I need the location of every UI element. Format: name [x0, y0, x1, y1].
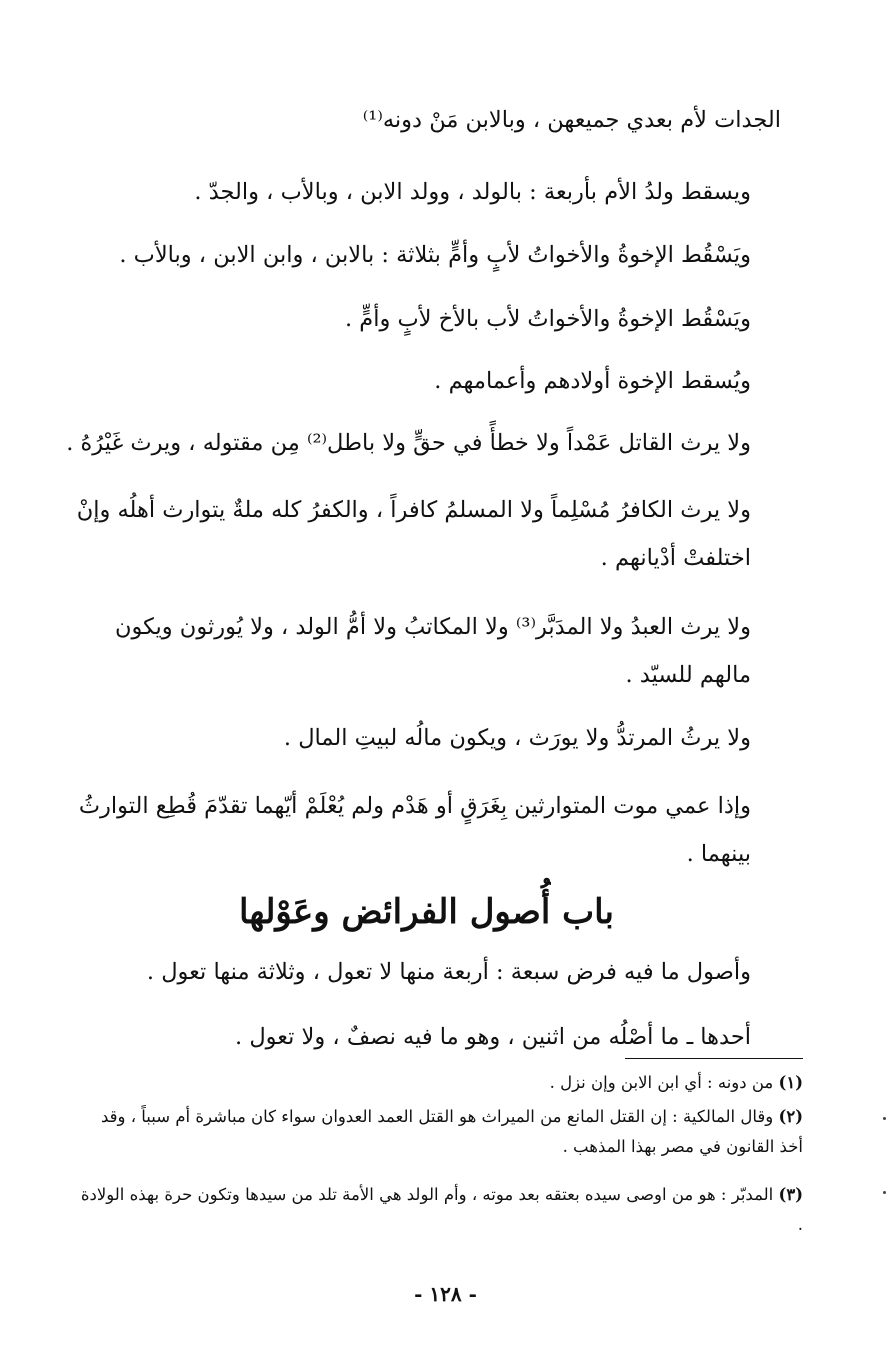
margin-dot [883, 1117, 886, 1120]
footnote-separator [625, 1058, 803, 1059]
footnote-2-number: (٢) [778, 1107, 803, 1126]
footnote-2 [78, 1102, 803, 1162]
footnote-3-number: (٣) [778, 1185, 803, 1204]
section-paragraph-2: أحدها ـ ما أصْلُه من اثنين ، وهو ما فيه نصفٌ ، ولا تعول . [235, 1024, 751, 1050]
paragraph-5: ويُسقط الإخوة أولادهم وأعمامهم . [434, 368, 751, 394]
paragraph-10: وإذا عمي موت المتوارثين بِغَرَقٍ أو هَدْم ولم يُعْلَمْ أيّهما تقدّمَ قُطِع التوارثُ بينهما . [78, 793, 751, 867]
paragraph-8: ولا يرث العبدُ ولا المدَبَّر⁽³⁾ ولا المكاتبُ ولا أمُّ الولد ، ولا يُورثون ويكون مالهم للسيّد . [114, 614, 751, 688]
paragraph-6: ولا يرث القاتل عَمْداً ولا خطأً في حقٍّ ولا باطل⁽²⁾ مِن مقتوله ، ويرث غَيْرُهُ . [66, 430, 751, 456]
paragraph-1: الجدات لأم بعدي جميعهن ، وبالابن مَنْ دونه⁽¹⁾ [362, 107, 781, 133]
paragraph-7: ولا يرث الكافرُ مُسْلِماً ولا المسلمُ كافراً ، والكفرُ كله ملةٌ يتوارث أهلُه وإنْ اختلفتْ أدْيانهم . [76, 497, 751, 571]
paragraph-9: ولا يرثُ المرتدُّ ولا يورَث ، ويكون مالُه لبيتِ المال . [283, 725, 751, 751]
margin-dot [883, 1191, 886, 1194]
paragraph-4: ويَسْقُط الإخوةُ والأخواتُ لأب بالأخ لأبٍ وأمٍّ . [344, 306, 751, 332]
paragraph-3: ويَسْقُط الإخوةُ والأخواتُ لأبٍ وأمٍّ بثلاثة : بالابن ، وابن الابن ، وبالأب . [119, 242, 751, 268]
section-heading: باب أُصول الفرائض وعَوْلها [239, 892, 614, 932]
footnote-2-text: وقال المالكية : إن القتل المانع من الميراث هو القتل العمد العدوان سواء كان مباشرة أم سبباً ، وقد أخذ القانون في مصر بهذا المذهب . [100, 1107, 803, 1156]
footnote-3 [78, 1180, 803, 1240]
paragraph-2: ويسقط ولدُ الأم بأربعة : بالولد ، وولد الابن ، وبالأب ، والجدّ . [194, 179, 751, 205]
footnote-1-number: (١) [778, 1073, 803, 1092]
page-number: - ١٢٨ - [414, 1282, 477, 1306]
footnote-3-text: المدبّر : هو من اوصى سيده بعتقه بعد موته ، وأم الولد هي الأمة تلد من سيدها وتكون حرة بهذه الولادة . [80, 1185, 803, 1234]
footnote-1-text: من دونه : أي ابن الابن وإن نزل . [549, 1073, 774, 1092]
section-paragraph-1: وأصول ما فيه فرض سبعة : أربعة منها لا تعول ، وثلاثة منها تعول . [146, 959, 751, 985]
footnote-1 [78, 1068, 803, 1098]
